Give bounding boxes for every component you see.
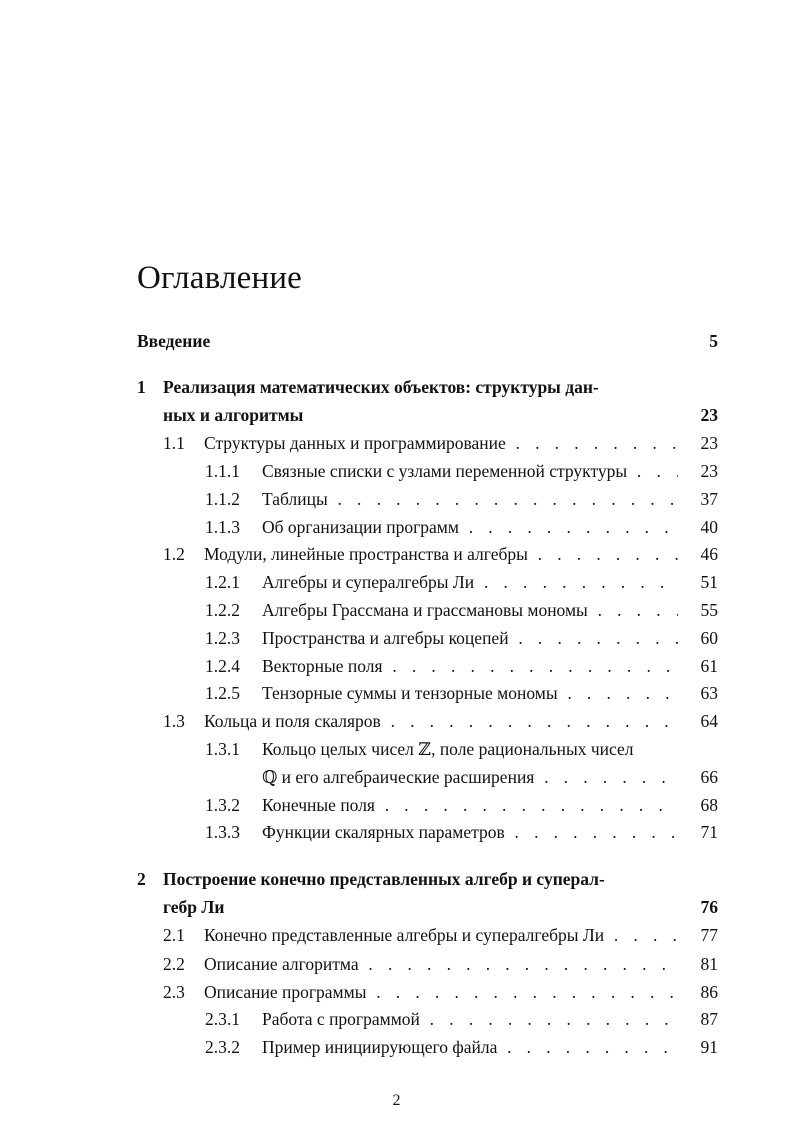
toc-subsection-1-3-3[interactable] bbox=[137, 818, 718, 846]
toc-chapter-title: Построение конечно представленных алгебр и суперал- bbox=[163, 869, 605, 889]
toc-entry-page: 5 bbox=[709, 331, 718, 351]
toc-subsection-title: Векторные поля . . . bbox=[262, 652, 678, 680]
toc-subsection-1-1-2[interactable] bbox=[137, 485, 718, 513]
toc-section-1-2[interactable] bbox=[137, 540, 718, 568]
toc-section-page: 23 bbox=[700, 433, 718, 453]
toc-subsection-page: 66 bbox=[700, 767, 718, 787]
toc-subsection-1-2-2[interactable] bbox=[137, 596, 718, 624]
toc-section-page: 81 bbox=[700, 954, 718, 974]
page-title: Оглавление bbox=[137, 260, 303, 296]
toc-section-title: Описание алгоритма . . . bbox=[204, 950, 678, 978]
toc-section-title: Модули, линейные пространства и алгебры . . . bbox=[204, 540, 678, 568]
toc-subsection-title: Связные списки с узлами переменной структуры . . . bbox=[262, 457, 678, 485]
toc-chapter-number: 2 bbox=[137, 869, 146, 889]
toc-subsection-title: Работа с программой . . . bbox=[262, 1005, 678, 1033]
toc-entry-title: Введение bbox=[137, 331, 211, 351]
toc-subsection-title: Алгебры Грассмана и грассмановы мономы . . . bbox=[262, 596, 678, 624]
toc-subsection-number: 1.2.4 bbox=[205, 656, 240, 676]
toc-subsection-number: 1.1.3 bbox=[205, 517, 240, 537]
toc-subsection-number: 1.3.1 bbox=[205, 739, 240, 759]
toc-subsection-title: Конечные поля . . . bbox=[262, 791, 678, 819]
toc-chapter-title: Реализация математических объектов: структуры дан- bbox=[163, 377, 599, 397]
toc-subsection-number: 1.1.2 bbox=[205, 489, 240, 509]
toc-subsection-2-3-2[interactable] bbox=[137, 1033, 718, 1061]
toc-subsection-title: Пространства и алгебры коцепей . . . bbox=[262, 624, 678, 652]
toc-section-2-2[interactable] bbox=[137, 950, 718, 978]
toc-subsection-1-2-5[interactable] bbox=[137, 679, 718, 707]
toc-subsection-title: Тензорные суммы и тензорные мономы . . . bbox=[262, 679, 678, 707]
toc-section-number: 1.1 bbox=[163, 433, 185, 453]
toc-subsection-1-3-1-line2[interactable] bbox=[137, 763, 718, 791]
toc-section-number: 1.3 bbox=[163, 711, 185, 731]
toc-subsection-1-1-3[interactable] bbox=[137, 513, 718, 541]
toc-section-page: 46 bbox=[700, 544, 718, 564]
toc-chapter-2-line2[interactable] bbox=[137, 893, 718, 921]
toc-subsection-page: 40 bbox=[700, 517, 718, 537]
toc-subsection-page: 87 bbox=[700, 1009, 718, 1029]
page-number: 2 bbox=[392, 1092, 401, 1109]
toc-section-1-3[interactable] bbox=[137, 707, 718, 735]
toc-subsection-1-3-1-line1[interactable] bbox=[137, 735, 718, 763]
toc-section-2-3[interactable] bbox=[137, 978, 718, 1006]
toc-section-1-1[interactable] bbox=[137, 429, 718, 457]
toc-subsection-number: 1.2.1 bbox=[205, 572, 240, 592]
toc-subsection-page: 71 bbox=[700, 822, 718, 842]
toc-section-number: 2.1 bbox=[163, 925, 185, 945]
toc-section-2-1[interactable] bbox=[137, 921, 718, 949]
toc-subsection-number: 1.2.2 bbox=[205, 600, 240, 620]
toc-subsection-number: 1.3.2 bbox=[205, 795, 240, 815]
toc-chapter-title-cont: гебр Ли bbox=[163, 897, 225, 917]
toc-section-title: Описание программы . . . bbox=[204, 978, 678, 1006]
toc-chapter-page: 23 bbox=[700, 405, 718, 425]
toc-subsection-page: 63 bbox=[700, 683, 718, 703]
toc-section-page: 77 bbox=[700, 925, 718, 945]
toc-chapter-page: 76 bbox=[700, 897, 718, 917]
toc-subsection-page: 55 bbox=[700, 600, 718, 620]
toc-subsection-title: Алгебры и супералгебры Ли . . . bbox=[262, 568, 678, 596]
toc-section-page: 64 bbox=[700, 711, 718, 731]
toc-subsection-number: 1.2.3 bbox=[205, 628, 240, 648]
toc-subsection-page: 91 bbox=[700, 1037, 718, 1057]
toc-section-title: Конечно представленные алгебры и супералгебры Ли . . . bbox=[204, 921, 678, 949]
toc-section-number: 2.2 bbox=[163, 954, 185, 974]
toc-entry-intro[interactable] bbox=[137, 327, 718, 355]
toc-subsection-title: Кольцо целых чисел ℤ, поле рациональных чисел bbox=[262, 739, 634, 759]
toc-subsection-1-2-1[interactable] bbox=[137, 568, 718, 596]
toc-subsection-number: 2.3.1 bbox=[205, 1009, 240, 1029]
toc-subsection-title: Пример инициирующего файла . . . bbox=[262, 1033, 678, 1061]
toc-subsection-page: 37 bbox=[700, 489, 718, 509]
toc-subsection-number: 2.3.2 bbox=[205, 1037, 240, 1057]
toc-subsection-page: 23 bbox=[700, 461, 718, 481]
toc-section-number: 2.3 bbox=[163, 982, 185, 1002]
toc-subsection-page: 68 bbox=[700, 795, 718, 815]
toc-section-title: Структуры данных и программирование . . . bbox=[204, 429, 678, 457]
toc-section-page: 86 bbox=[700, 982, 718, 1002]
toc-subsection-1-3-2[interactable] bbox=[137, 791, 718, 819]
toc-section-number: 1.2 bbox=[163, 544, 185, 564]
toc-chapter-title-cont: ных и алгоритмы bbox=[163, 405, 304, 425]
toc-chapter-2-line1[interactable] bbox=[137, 865, 718, 893]
toc-subsection-title: Таблицы . . . bbox=[262, 485, 678, 513]
toc-chapter-1-line2[interactable] bbox=[137, 401, 718, 429]
toc-subsection-1-1-1[interactable] bbox=[137, 457, 718, 485]
toc-subsection-title: Об организации программ . . . bbox=[262, 513, 678, 541]
toc-subsection-title-cont: ℚ и его алгебраические расширения . . . bbox=[262, 763, 678, 791]
toc-subsection-number: 1.2.5 bbox=[205, 683, 240, 703]
toc-chapter-1-line1[interactable] bbox=[137, 373, 718, 401]
toc-subsection-title: Функции скалярных параметров . . . bbox=[262, 818, 678, 846]
toc-subsection-page: 51 bbox=[700, 572, 718, 592]
toc-subsection-number: 1.1.1 bbox=[205, 461, 240, 481]
toc-subsection-number: 1.3.3 bbox=[205, 822, 240, 842]
toc-chapter-number: 1 bbox=[137, 377, 146, 397]
toc-section-title: Кольца и поля скаляров . . . bbox=[204, 707, 678, 735]
toc-subsection-page: 60 bbox=[700, 628, 718, 648]
toc-subsection-1-2-4[interactable] bbox=[137, 652, 718, 680]
toc-subsection-page: 61 bbox=[700, 656, 718, 676]
toc-subsection-2-3-1[interactable] bbox=[137, 1005, 718, 1033]
toc-subsection-1-2-3[interactable] bbox=[137, 624, 718, 652]
